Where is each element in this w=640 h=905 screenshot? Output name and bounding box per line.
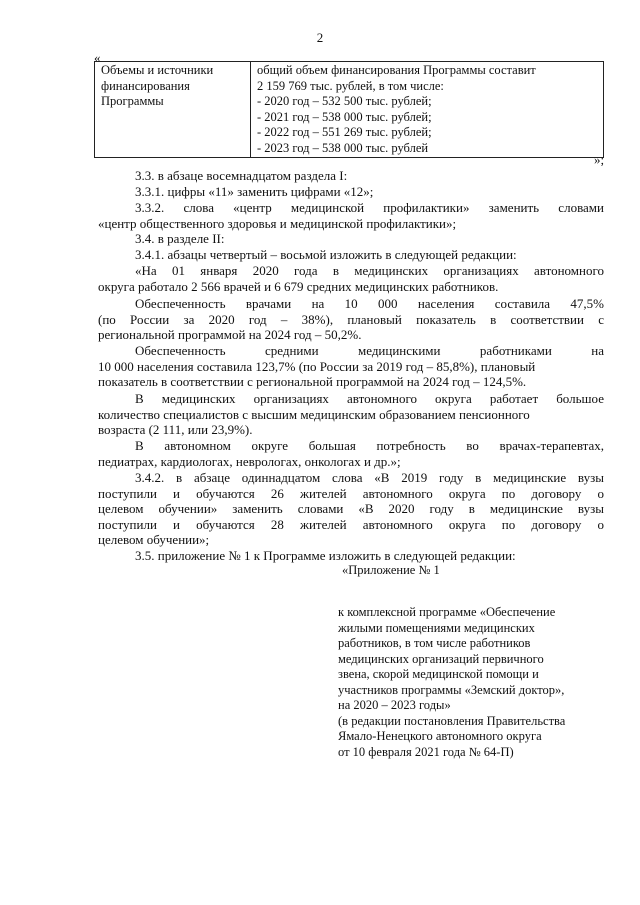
table-label-cell: [95, 62, 251, 158]
table-value-line: - 2021 год – 538 000 тыс. рублей;: [257, 109, 432, 124]
paragraph-staff-count: [98, 263, 604, 294]
text-line: 10 000 населения составила 123,7% (по России за 2019 год – 85,8%), плановый: [98, 358, 536, 374]
text-line: медицинских организаций первичного: [338, 651, 544, 666]
text-line: показатель в соответствии с региональной программой на 2024 год – 124,5%.: [98, 374, 527, 389]
text-line: поступили и обучаются 28 жителей автономного округа по договору о: [98, 516, 604, 532]
paragraph-specialist-need: [98, 438, 604, 469]
text-line: 3.4.2. в абзаце одиннадцатом слова «В 2019 году в медицинские вузы: [135, 470, 604, 485]
paragraph-doctors-ratio: [98, 296, 604, 343]
table-row: [95, 62, 604, 158]
open-quote: «: [94, 50, 101, 65]
text-line: 3.4.1. абзацы четвертый – восьмой изложить в следующей редакции:: [135, 247, 517, 262]
table-value-cell: [251, 62, 604, 158]
table-value-line: - 2023 год – 538 000 тыс. рублей: [257, 140, 429, 155]
text-line: Обеспеченность средними медицинскими работниками на: [135, 343, 604, 358]
text-line: (по России за 2020 год – 38%), плановый показатель в соответствии с: [98, 311, 604, 327]
text-line: В автономном округе большая потребность во врачах-терапевтах,: [135, 438, 604, 453]
text-line: «Приложение № 1: [342, 563, 440, 577]
paragraph-pension-age: [98, 391, 604, 438]
text-line: В медицинских организациях автономного округа работает большое: [135, 391, 604, 406]
text-line: «центр общественного здоровья и медицинской профилактики»;: [98, 215, 457, 231]
text-line: округа работало 2 566 врачей и 6 679 средних медицинских работников.: [98, 278, 499, 294]
paragraph-3-3: [98, 168, 604, 184]
table-label-line: Объемы и источники: [101, 63, 214, 77]
text-line: от 10 февраля 2021 года № 64-П): [338, 744, 514, 759]
text-line: количество специалистов с высшим медицинским образованием пенсионного: [98, 406, 530, 422]
text-line: работников, в том числе работников: [338, 636, 531, 650]
paragraph-nurses-ratio: [98, 343, 604, 390]
text-line: целевом обучении»;: [98, 532, 210, 547]
text-line: целевом обучении» заменить словами «В 2020 году в медицинские вузы: [98, 501, 604, 516]
text-line: звена, скорой медицинской помощи и: [338, 667, 539, 681]
table-label-line: Программы: [101, 94, 164, 108]
table-value-line: общий объем финансирования Программы составит: [257, 63, 536, 77]
text-line: участников программы «Земский доктор»,: [338, 682, 565, 697]
text-line: региональной программой на 2024 год – 50,2%.: [98, 327, 362, 342]
text-line: (в редакции постановления Правительства: [338, 713, 566, 728]
text-line: к комплексной программе «Обеспечение: [338, 605, 556, 619]
paragraph-3-4: [98, 231, 604, 247]
paragraph-3-4-1: [98, 247, 604, 263]
text-line: 3.3.1. цифры «11» заменить цифрами «12»;: [135, 184, 374, 199]
text-line: на 2020 – 2023 годы»: [338, 698, 451, 712]
paragraph-3-3-1: [98, 184, 604, 200]
annex-caption: [338, 605, 608, 760]
page-number: 2: [316, 30, 324, 45]
text-line: Ямало-Ненецкого автономного округа: [338, 729, 542, 743]
text-line: «На 01 января 2020 года в медицинских организациях автономного: [135, 263, 604, 278]
paragraph-3-3-2: [98, 200, 604, 231]
text-line: 3.5. приложение № 1 к Программе изложить в следующей редакции:: [135, 548, 516, 563]
text-line: 3.3. в абзаце восемнадцатом раздела I:: [135, 168, 348, 183]
table-value-line: - 2020 год – 532 500 тыс. рублей;: [257, 94, 432, 108]
table-label-line: финансирования: [101, 78, 190, 93]
paragraph-3-4-2: [98, 470, 604, 548]
paragraph-3-5: [98, 548, 604, 564]
text-line: Обеспеченность врачами на 10 000 населения составила 47,5%: [135, 296, 604, 311]
financing-table: [94, 61, 604, 158]
text-line: жилыми помещениями медицинских: [338, 620, 535, 635]
text-line: возраста (2 111, или 23,9%).: [98, 422, 253, 437]
table-value-line: - 2022 год – 551 269 тыс. рублей;: [257, 125, 432, 139]
text-line: педиатрах, кардиологах, неврологах, онкологах и др.»;: [98, 453, 401, 469]
text-line: 3.3.2. слова «центр медицинской профилактики» заменить словами: [135, 200, 604, 215]
text-line: поступили и обучаются 26 жителей автономного округа по договору о: [98, 485, 604, 501]
annex-title: [342, 563, 612, 579]
close-quote: »;: [594, 152, 605, 167]
text-line: 3.4. в разделе II:: [135, 231, 225, 246]
table-value-line: 2 159 769 тыс. рублей, в том числе:: [257, 78, 444, 93]
